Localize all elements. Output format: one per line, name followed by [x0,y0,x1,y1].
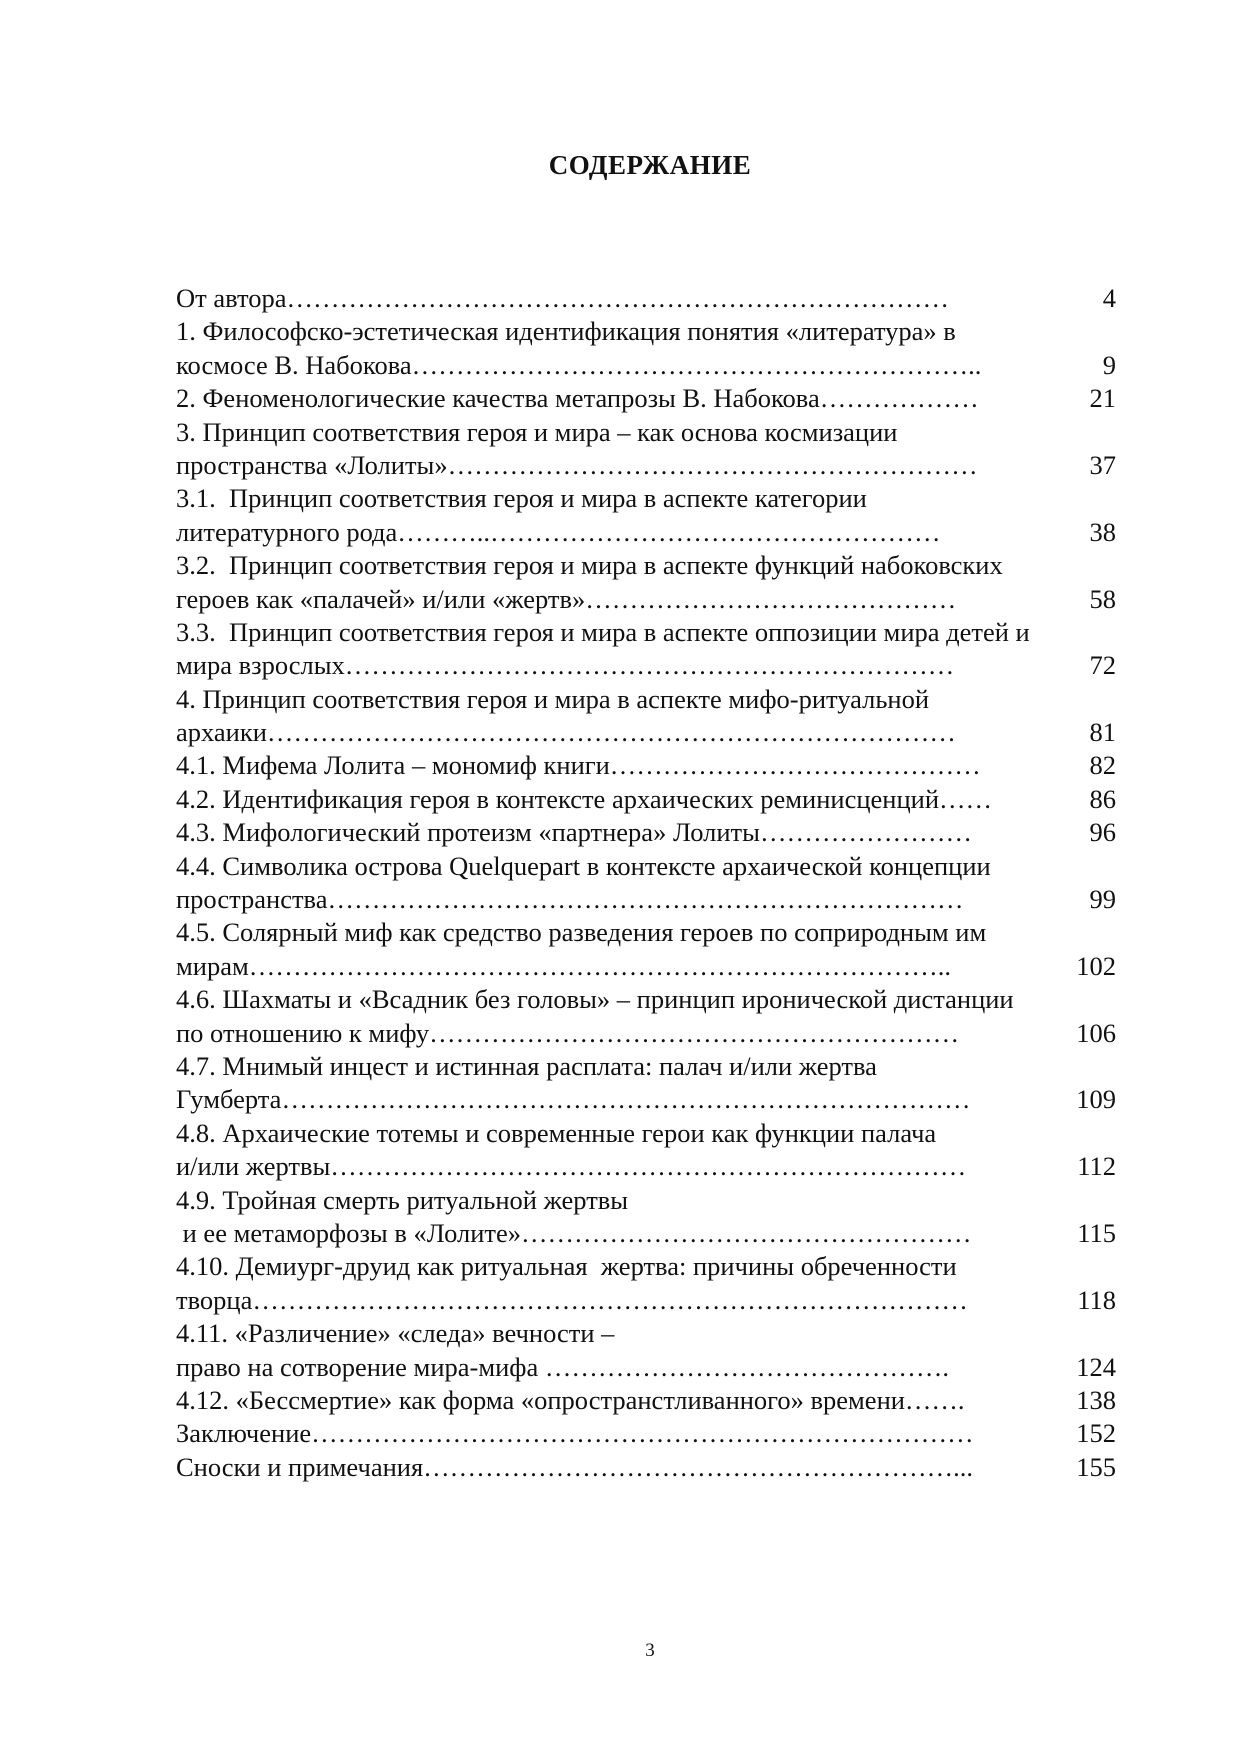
toc-entry-text: пространства……………………………………………………………… [176,884,964,915]
toc-page-number: 82 [1090,749,1117,782]
toc-line [176,516,1116,549]
toc-page-number: 99 [1090,883,1117,916]
toc-line [176,916,1116,949]
toc-line [176,315,1116,348]
toc-page-number: 96 [1090,816,1117,849]
toc-entry-text: 4.11. «Различение» «следа» вечности – [176,1318,615,1349]
toc-line [176,683,1116,716]
toc-entry-text: От автора………………………………………………………………… [176,283,949,313]
toc-line [176,1317,1116,1350]
toc-line [176,649,1116,682]
toc-line [176,1451,1116,1484]
toc-entry-text: право на сотворение мира-мифа ………………………………………. [176,1351,949,1382]
toc-page-number: 109 [1076,1083,1116,1116]
toc-entry-text: 2. Феноменологические качества метапрозы В. Набокова……………… [176,383,979,414]
toc-line [176,1417,1116,1450]
toc-line [176,482,1116,515]
page-number: 3 [645,1640,655,1661]
toc-entry-text: 4.5. Солярный миф как средство разведения героев по соприродным им [176,917,987,948]
toc-page-number: 58 [1090,583,1117,616]
toc-entry-text: Заключение………………………………………………………………… [176,1418,974,1449]
toc-line [176,850,1116,883]
toc-entry-text: 3.3. Принцип соответствия героя и мира в аспекте оппозиции мира детей и [176,616,1030,647]
toc-line [176,783,1116,816]
toc-entry-text: 4.8. Архаические тотемы и современные герои как функции палача [176,1117,937,1148]
toc-entry-text: космосе В. Набокова……………………………………………………….. [176,349,982,380]
toc-entry-text: по отношению к мифу…………………………………………………… [176,1017,960,1048]
toc-entry-text: 4.4. Символика острова Quelquepart в контексте архаической концепции [176,850,991,881]
toc-entry-text: 4. Принцип соответствия героя и мира в аспекте мифо-ритуальной [176,683,930,714]
toc-line [176,983,1116,1016]
toc-entry-text: литературного рода………..…………………………………………… [176,516,941,547]
toc-entry-text: и ее метаморфозы в «Лолите»…………………………………………… [176,1217,972,1248]
toc-line [176,449,1116,482]
toc-page-number: 112 [1077,1150,1116,1183]
toc-page-number: 152 [1076,1417,1116,1450]
toc-entry-text: творца……………………………………………………………………… [176,1284,968,1315]
toc-entry-text: мира взрослых…………………………………………………………… [176,650,955,681]
toc-line [176,349,1116,382]
toc-line [176,1050,1116,1083]
toc-page-number: 21 [1090,382,1117,415]
toc-page-number: 118 [1077,1284,1116,1317]
toc-page-number: 106 [1076,1017,1116,1050]
toc-entry-text: 4.2. Идентификация героя в контексте архаических реминисценций…… [176,783,993,814]
toc-page-number: 115 [1077,1217,1116,1250]
toc-page-number: 81 [1090,716,1117,749]
toc-page-number: 155 [1076,1451,1116,1484]
page-title: СОДЕРЖАНИЕ [548,150,752,180]
toc-line [176,416,1116,449]
toc-line [176,1250,1116,1283]
toc-entry-text: архаики…………………………………………………………………… [176,717,956,748]
toc-page-number: 4 [1103,282,1116,315]
toc-line [176,1150,1116,1183]
toc-entry-text: 4.7. Мнимый инцест и истинная расплата: палач и/или жертва [176,1050,877,1081]
toc-line [176,549,1116,582]
toc-line [176,1184,1116,1217]
toc-line [176,282,1116,315]
toc-line [176,1083,1116,1116]
toc-line [176,883,1116,916]
toc-line [176,1017,1116,1050]
toc-entry-text: и/или жертвы……………………………………………………………… [176,1151,967,1182]
toc-line [176,1117,1116,1150]
toc-line [176,382,1116,415]
toc-line [176,1384,1116,1417]
toc-line [176,1351,1116,1384]
toc-line [176,749,1116,782]
toc-entry-text: Сноски и примечания……………………………………………………... [176,1451,974,1482]
toc-entry-text: 4.1. Мифема Лолита – мономиф книги…………………………………… [176,750,981,781]
toc-entry-text: Гумберта…………………………………………………………………… [176,1084,971,1115]
toc-entry-text: 4.9. Тройная смерть ритуальной жертвы [176,1184,629,1215]
toc-line [176,716,1116,749]
table-of-contents [176,282,1116,1484]
toc-entry-text: мирам…………………………………………………………………….. [176,950,951,981]
toc-page-number: 72 [1090,649,1117,682]
toc-page-number: 102 [1076,950,1116,983]
toc-line [176,616,1116,649]
toc-entry-text: 4.12. «Бессмертие» как форма «опространстливанного» времени……. [176,1384,965,1415]
toc-entry-text: 4.10. Демиург-друид как ритуальная жертва: причины обреченности [176,1251,957,1282]
toc-page-number: 9 [1103,349,1116,382]
toc-line [176,816,1116,849]
toc-line [176,1217,1116,1250]
toc-entry-text: 1. Философско-эстетическая идентификация понятия «литература» в [176,316,956,347]
toc-entry-text: 4.6. Шахматы и «Всадник без головы» – принцип иронической дистанции [176,984,1014,1015]
toc-line [176,583,1116,616]
toc-entry-text: 3.2. Принцип соответствия героя и мира в аспекте функций набоковских [176,550,1003,581]
toc-entry-text: 3.1. Принцип соответствия героя и мира в аспекте категории [176,483,867,514]
toc-line [176,950,1116,983]
toc-page-number: 138 [1076,1384,1116,1417]
toc-line [176,1284,1116,1317]
toc-page-number: 38 [1090,516,1117,549]
toc-entry-text: 4.3. Мифологический протеизм «партнера» Лолиты…………………… [176,817,972,848]
toc-entry-text: героев как «палачей» и/или «жертв»…………………………………… [176,583,957,614]
toc-entry-text: пространства «Лолиты»…………………………………………………… [176,449,978,480]
toc-page-number: 124 [1076,1351,1116,1384]
toc-page-number: 37 [1090,449,1117,482]
toc-page-number: 86 [1090,783,1117,816]
toc-entry-text: 3. Принцип соответствия героя и мира – как основа космизации [176,416,898,447]
